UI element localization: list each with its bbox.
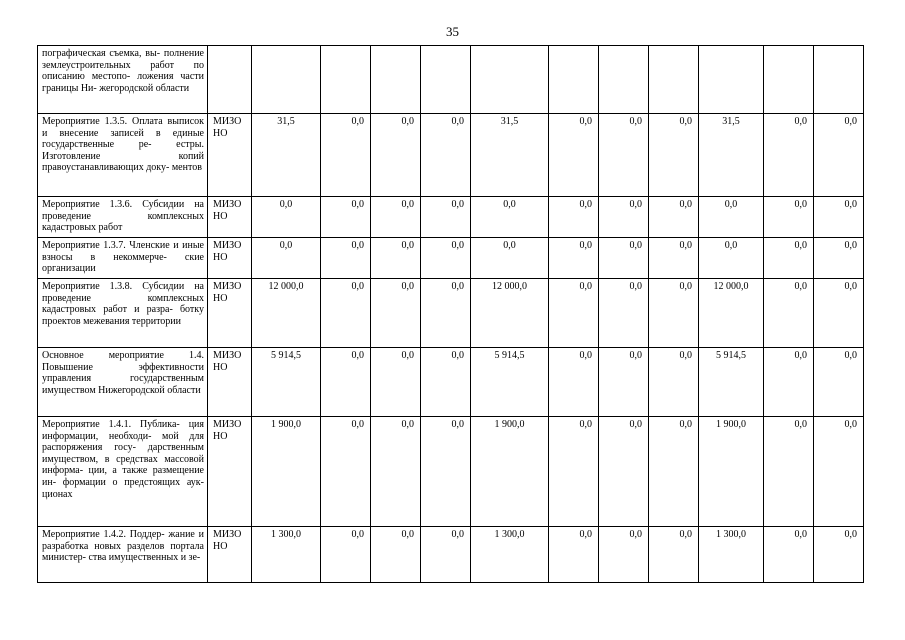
amount-cell: 0,0 [371, 348, 421, 417]
amount-cell: 0,0 [371, 114, 421, 197]
amount-cell: 0,0 [421, 279, 471, 348]
amount-cell: 0,0 [421, 417, 471, 527]
amount-cell: 0,0 [549, 114, 599, 197]
amount-cell: 0,0 [421, 348, 471, 417]
amount-cell: 0,0 [764, 197, 814, 238]
amount-cell: 0,0 [421, 197, 471, 238]
amount-cell: 0,0 [764, 114, 814, 197]
amount-cell: 0,0 [764, 527, 814, 583]
amount-cell [649, 46, 699, 114]
amount-cell: 0,0 [599, 348, 649, 417]
responsible-agency: МИЗО НО [208, 279, 252, 348]
amount-cell: 0,0 [814, 238, 864, 279]
amount-cell: 0,0 [549, 197, 599, 238]
amount-cell: 0,0 [814, 348, 864, 417]
amount-cell: 0,0 [764, 238, 814, 279]
amount-cell: 0,0 [471, 197, 549, 238]
amount-cell: 0,0 [649, 114, 699, 197]
amount-cell: 0,0 [649, 238, 699, 279]
responsible-agency: МИЗО НО [208, 348, 252, 417]
amount-cell: 0,0 [599, 417, 649, 527]
amount-cell: 0,0 [421, 527, 471, 583]
amount-cell: 0,0 [814, 417, 864, 527]
activity-description: Мероприятие 1.3.5. Оплата выписок и внесение записей в единые государственные ре- естры. Изготовление копий правоустанавливающих доку- ментов [38, 114, 208, 197]
amount-cell: 31,5 [471, 114, 549, 197]
amount-cell [699, 46, 764, 114]
budget-table [37, 45, 864, 583]
amount-cell: 0,0 [549, 279, 599, 348]
amount-cell [764, 46, 814, 114]
table-row [38, 197, 864, 238]
amount-cell: 1 900,0 [699, 417, 764, 527]
amount-cell [599, 46, 649, 114]
amount-cell: 31,5 [252, 114, 321, 197]
activity-description: Мероприятие 1.3.6. Субсидии на проведение комплексных кадастровых работ [38, 197, 208, 238]
amount-cell: 0,0 [649, 417, 699, 527]
amount-cell [371, 46, 421, 114]
amount-cell: 0,0 [599, 279, 649, 348]
amount-cell: 12 000,0 [252, 279, 321, 348]
amount-cell: 0,0 [371, 238, 421, 279]
amount-cell: 0,0 [421, 238, 471, 279]
responsible-agency: МИЗО НО [208, 417, 252, 527]
activity-description: Мероприятие 1.4.1. Публика- ция информации, необходи- мой для распоряжения госу- дарственным имуществом, в средствах массовой информа- ции, а также размещение ин- формации о предстоящих аук- ционах [38, 417, 208, 527]
amount-cell: 0,0 [599, 197, 649, 238]
amount-cell: 0,0 [649, 348, 699, 417]
amount-cell: 0,0 [321, 527, 371, 583]
amount-cell: 0,0 [649, 197, 699, 238]
amount-cell: 0,0 [321, 114, 371, 197]
amount-cell: 0,0 [599, 238, 649, 279]
amount-cell: 31,5 [699, 114, 764, 197]
amount-cell [321, 46, 371, 114]
amount-cell: 0,0 [649, 279, 699, 348]
amount-cell: 0,0 [814, 114, 864, 197]
responsible-agency [208, 46, 252, 114]
amount-cell: 0,0 [699, 197, 764, 238]
amount-cell: 5 914,5 [699, 348, 764, 417]
amount-cell [549, 46, 599, 114]
amount-cell: 1 900,0 [252, 417, 321, 527]
amount-cell [471, 46, 549, 114]
amount-cell: 0,0 [699, 238, 764, 279]
amount-cell: 0,0 [471, 238, 549, 279]
amount-cell [421, 46, 471, 114]
table-row [38, 279, 864, 348]
amount-cell: 0,0 [371, 417, 421, 527]
responsible-agency: МИЗО НО [208, 197, 252, 238]
activity-description: пографическая съемка, вы- полнение землеустроительных работ по описанию местопо- ложения части границы Ни- жегородской области [38, 46, 208, 114]
amount-cell: 0,0 [599, 527, 649, 583]
amount-cell: 0,0 [321, 238, 371, 279]
amount-cell: 0,0 [371, 197, 421, 238]
amount-cell: 1 300,0 [471, 527, 549, 583]
table-row [38, 348, 864, 417]
amount-cell: 0,0 [814, 279, 864, 348]
amount-cell: 0,0 [371, 527, 421, 583]
amount-cell: 1 900,0 [471, 417, 549, 527]
amount-cell: 12 000,0 [471, 279, 549, 348]
amount-cell: 0,0 [421, 114, 471, 197]
table-row [38, 238, 864, 279]
activity-description: Мероприятие 1.3.7. Членские и иные взносы в некоммерче- ские организации [38, 238, 208, 279]
page-number: 35 [446, 24, 459, 39]
amount-cell: 0,0 [321, 417, 371, 527]
amount-cell: 0,0 [252, 238, 321, 279]
amount-cell: 0,0 [814, 527, 864, 583]
amount-cell: 0,0 [549, 527, 599, 583]
amount-cell: 0,0 [549, 238, 599, 279]
amount-cell [814, 46, 864, 114]
amount-cell: 0,0 [649, 527, 699, 583]
table-row [38, 527, 864, 583]
amount-cell: 0,0 [764, 348, 814, 417]
amount-cell: 0,0 [321, 279, 371, 348]
amount-cell: 5 914,5 [252, 348, 321, 417]
table-row [38, 114, 864, 197]
amount-cell: 0,0 [321, 197, 371, 238]
amount-cell: 0,0 [321, 348, 371, 417]
amount-cell: 1 300,0 [252, 527, 321, 583]
amount-cell: 0,0 [764, 279, 814, 348]
amount-cell: 5 914,5 [471, 348, 549, 417]
activity-description: Мероприятие 1.3.8. Субсидии на проведение комплексных кадастровых работ и разра- ботку проектов межевания территории [38, 279, 208, 348]
amount-cell: 0,0 [599, 114, 649, 197]
table-row [38, 46, 864, 114]
amount-cell: 12 000,0 [699, 279, 764, 348]
amount-cell: 0,0 [549, 417, 599, 527]
amount-cell: 0,0 [371, 279, 421, 348]
table-row [38, 417, 864, 527]
activity-description: Мероприятие 1.4.2. Поддер- жание и разработка новых разделов портала министер- ства имущественных и зе- [38, 527, 208, 583]
amount-cell: 0,0 [549, 348, 599, 417]
responsible-agency: МИЗО НО [208, 114, 252, 197]
responsible-agency: МИЗО НО [208, 527, 252, 583]
amount-cell: 0,0 [252, 197, 321, 238]
activity-description: Основное мероприятие 1.4. Повышение эффективности управления государственным имуществом Нижегородской области [38, 348, 208, 417]
responsible-agency: МИЗО НО [208, 238, 252, 279]
amount-cell: 0,0 [814, 197, 864, 238]
amount-cell: 1 300,0 [699, 527, 764, 583]
amount-cell: 0,0 [764, 417, 814, 527]
amount-cell [252, 46, 321, 114]
